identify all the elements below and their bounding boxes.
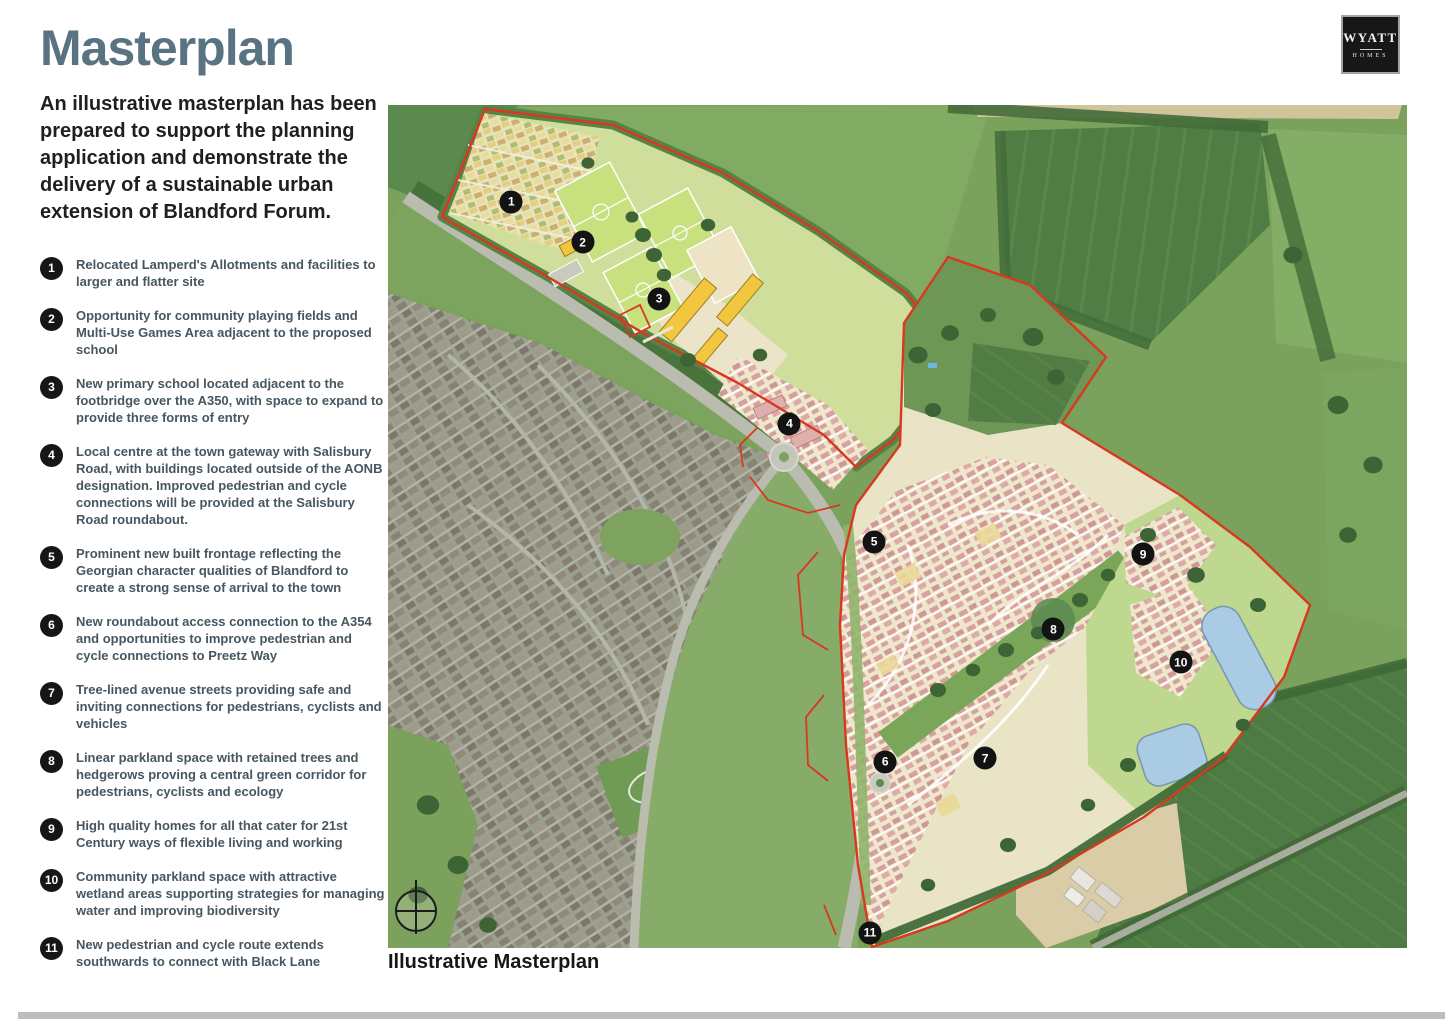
legend-item-text: New primary school located adjacent to the footbridge over the A350, with space to expand to provide three forms of entry [76, 375, 384, 425]
wyatt-homes-logo [1341, 15, 1400, 74]
legend-item-text: New roundabout access connection to the A354 and opportunities to improve pedestrian and cycle connections to Preetz Way [76, 613, 372, 663]
map-marker-1: 1 [500, 190, 523, 213]
legend-list [40, 256, 392, 970]
map-marker-4: 4 [778, 412, 801, 435]
intro-paragraph: An illustrative masterplan has been prepared to support the planning application and demonstrate the delivery of a sustainable urban extension of Blandford Forum. [40, 92, 377, 223]
legend-number-badge: 9 [40, 818, 63, 841]
legend-item-text: Linear parkland space with retained trees and hedgerows proving a central green corridor for pedestrians, cyclists and ecology [76, 749, 367, 799]
map-caption: Illustrative Masterplan [388, 951, 600, 973]
logo-divider [1360, 49, 1382, 50]
legend-item-text: Local centre at the town gateway with Salisbury Road, with buildings located outside of the AONB designation. Improved pedestrian and cycle connections will be provided at the Salisbury Road roundabout. [76, 443, 383, 527]
legend-item-6 [40, 613, 392, 664]
map-marker-8: 8 [1042, 618, 1065, 641]
legend-number-badge: 6 [40, 614, 63, 637]
legend-number-badge: 3 [40, 376, 63, 399]
legend-item-10 [40, 868, 392, 919]
legend-item-2 [40, 307, 392, 358]
legend-number-badge: 11 [40, 937, 63, 960]
legend-number-badge: 1 [40, 257, 63, 280]
legend-item-1 [40, 256, 392, 290]
legend-item-text: Prominent new built frontage reflecting the Georgian character qualities of Blandford to create a strong sense of arrival to the town [76, 545, 349, 595]
legend-number-badge: 8 [40, 750, 63, 773]
legend-item-text: New pedestrian and cycle route extends southwards to connect with Black Lane [76, 936, 324, 969]
legend-item-11 [40, 936, 392, 970]
illustrative-masterplan-image [388, 105, 1407, 948]
map-marker-9: 9 [1132, 543, 1155, 566]
map-marker-3: 3 [648, 287, 671, 310]
sidebar [40, 22, 392, 970]
map-marker-6: 6 [874, 750, 897, 773]
legend-number-badge: 5 [40, 546, 63, 569]
legend-item-text: Relocated Lamperd's Allotments and facilities to larger and flatter site [76, 256, 376, 289]
legend-number-badge: 10 [40, 869, 63, 892]
footer-bar [18, 1012, 1445, 1019]
legend-item-3 [40, 375, 392, 426]
legend-number-badge: 7 [40, 682, 63, 705]
map-marker-11: 11 [858, 921, 881, 944]
page-title: Masterplan [40, 20, 294, 76]
legend-item-text: Community parkland space with attractive wetland areas supporting strategies for managing water and improving biodiversity [76, 868, 385, 918]
legend-item-7 [40, 681, 392, 732]
legend-number-badge: 4 [40, 444, 63, 467]
legend-item-4 [40, 443, 392, 528]
legend-item-8 [40, 749, 392, 800]
legend-number-badge: 2 [40, 308, 63, 331]
map-marker-2: 2 [571, 231, 594, 254]
map-marker-7: 7 [974, 747, 997, 770]
legend-item-9 [40, 817, 392, 851]
logo-subtext: HOMES [1352, 53, 1389, 59]
map-markers [388, 105, 1407, 948]
map-marker-5: 5 [863, 530, 886, 553]
map-marker-10: 10 [1169, 651, 1192, 674]
logo-wordmark: WYATT [1343, 30, 1398, 45]
legend-item-text: Tree-lined avenue streets providing safe and inviting connections for pedestrians, cyclists and vehicles [76, 681, 382, 731]
legend-item-text: High quality homes for all that cater for 21st Century ways of flexible living and working [76, 817, 348, 850]
legend-item-text: Opportunity for community playing fields and Multi-Use Games Area adjacent to the proposed school [76, 307, 372, 357]
legend-item-5 [40, 545, 392, 596]
